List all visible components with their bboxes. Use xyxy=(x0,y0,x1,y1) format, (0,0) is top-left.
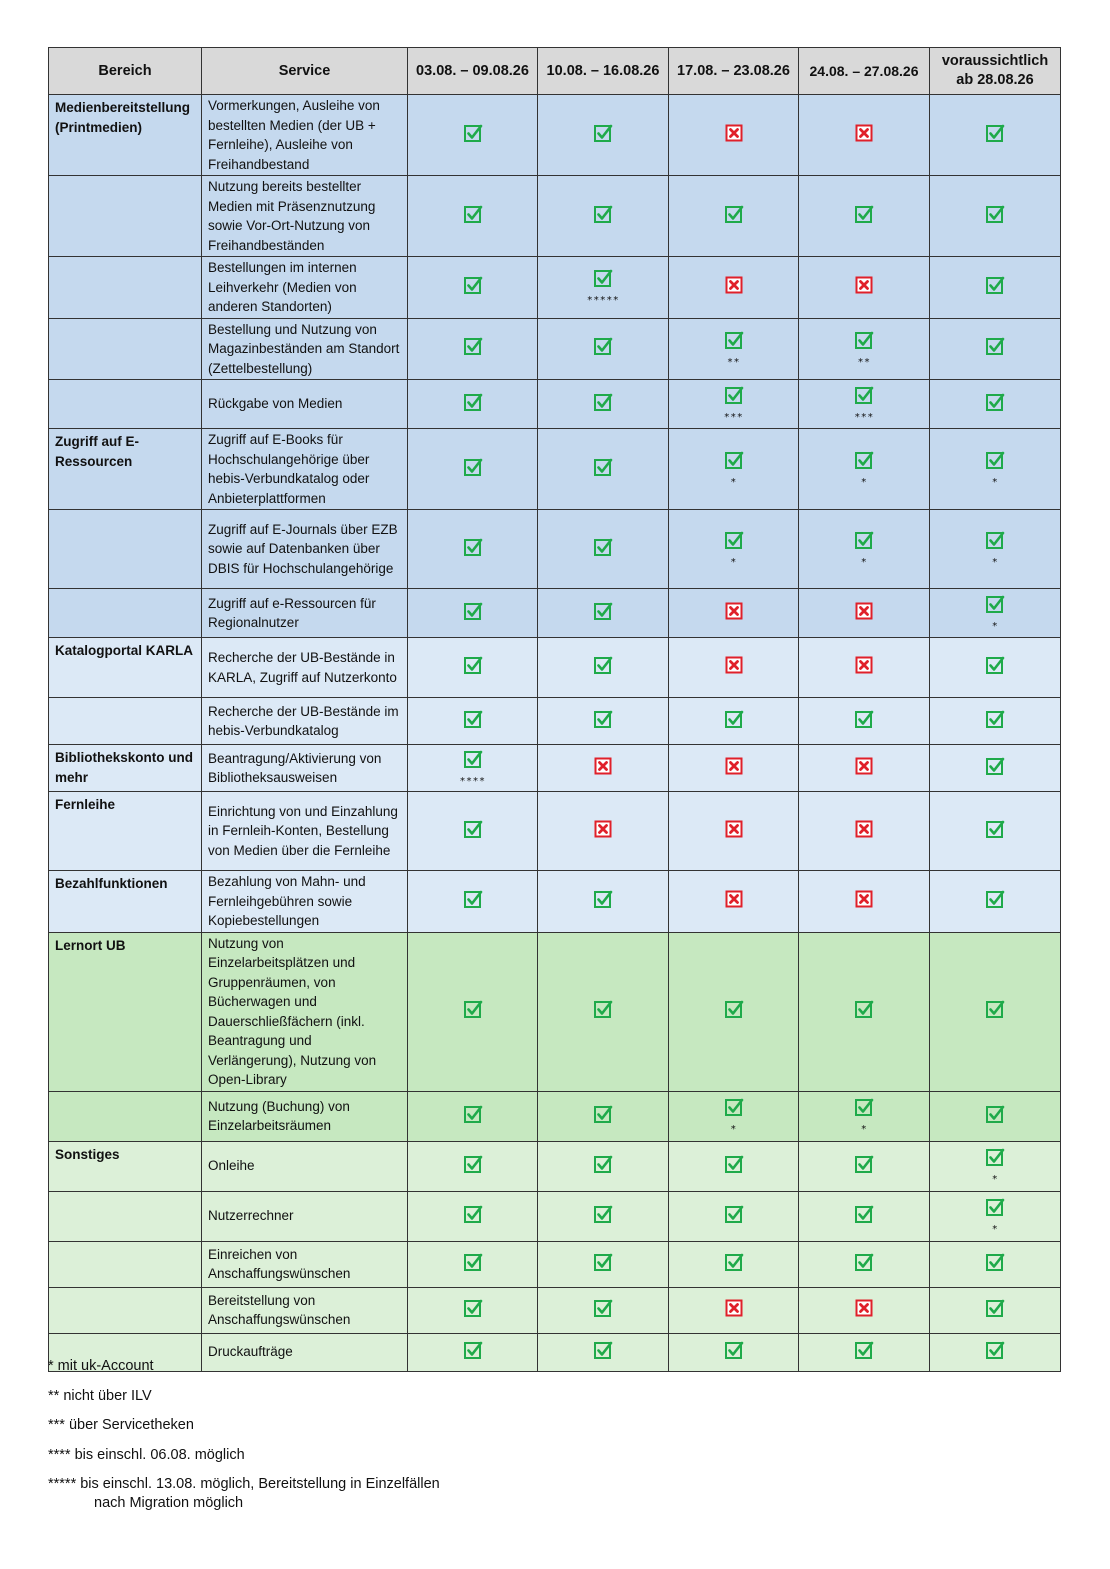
status-cell xyxy=(799,932,930,1091)
bereich-cell: Katalogportal KARLA xyxy=(49,638,202,698)
green-checkbox-icon xyxy=(985,594,1005,614)
bereich-cell xyxy=(49,1191,202,1241)
service-cell: Bereitstellung von Anschaffungswünschen xyxy=(202,1287,408,1333)
status-cell xyxy=(930,176,1061,257)
bereich-cell: Fernleihe xyxy=(49,792,202,871)
header-period-5: voraussichtlich ab 28.08.26 xyxy=(930,48,1061,95)
green-checkbox-icon xyxy=(985,819,1005,839)
bereich-cell: Bibliothekskonto und mehr xyxy=(49,745,202,792)
service-cell: Bezahlung von Mahn- und Fernleihgebühren sowie Kopiebestellungen xyxy=(202,871,408,933)
red-x-box-icon xyxy=(854,756,874,776)
green-checkbox-icon xyxy=(593,204,613,224)
green-checkbox-icon xyxy=(854,330,874,350)
status-cell xyxy=(930,318,1061,380)
table-row xyxy=(49,257,1061,319)
status-cell xyxy=(669,871,799,933)
table-row xyxy=(49,792,1061,871)
footnote-marker: * xyxy=(991,621,999,632)
service-status-table xyxy=(48,47,1061,1372)
green-checkbox-icon xyxy=(463,123,483,143)
bereich-cell xyxy=(49,698,202,745)
status-cell xyxy=(799,176,930,257)
green-checkbox-icon xyxy=(593,1104,613,1124)
status-cell xyxy=(408,176,538,257)
green-checkbox-icon xyxy=(854,385,874,405)
status-cell xyxy=(930,257,1061,319)
green-checkbox-icon xyxy=(463,275,483,295)
green-checkbox-icon xyxy=(593,1154,613,1174)
footnote-marker: ** xyxy=(726,356,741,368)
status-cell xyxy=(408,871,538,933)
green-checkbox-icon xyxy=(985,1197,1005,1217)
footnote-marker: * xyxy=(730,557,737,568)
green-checkbox-icon xyxy=(985,204,1005,224)
status-cell xyxy=(930,698,1061,745)
table-row xyxy=(49,176,1061,257)
status-cell xyxy=(799,792,930,871)
footnote-marker: **** xyxy=(459,776,486,787)
table-row xyxy=(49,745,1061,792)
status-cell xyxy=(408,1241,538,1287)
status-cell xyxy=(669,318,799,380)
status-cell xyxy=(930,1333,1061,1371)
green-checkbox-icon xyxy=(985,756,1005,776)
green-checkbox-icon xyxy=(985,1147,1005,1167)
status-cell xyxy=(669,1091,799,1141)
red-x-box-icon xyxy=(854,655,874,675)
red-x-box-icon xyxy=(593,819,613,839)
status-cell xyxy=(799,1333,930,1371)
table-row xyxy=(49,871,1061,933)
table-row xyxy=(49,1241,1061,1287)
status-cell xyxy=(538,380,669,429)
status-cell xyxy=(799,698,930,745)
red-x-box-icon xyxy=(724,819,744,839)
status-cell xyxy=(930,1191,1061,1241)
table-row xyxy=(49,95,1061,176)
green-checkbox-icon xyxy=(593,1252,613,1272)
status-cell xyxy=(669,745,799,792)
status-cell xyxy=(799,380,930,429)
status-cell xyxy=(799,871,930,933)
status-cell xyxy=(930,871,1061,933)
status-cell xyxy=(669,510,799,589)
service-cell: Nutzung von Einzelarbeitsplätzen und Gruppenräumen, von Bücherwagen und Dauerschließfächern (inkl. Beantragung und Verlängerung), Nutzung von Open-Library xyxy=(202,932,408,1091)
footnote-marker: * xyxy=(730,1124,737,1135)
status-cell xyxy=(930,95,1061,176)
bereich-cell xyxy=(49,1241,202,1287)
status-cell xyxy=(930,1241,1061,1287)
status-cell xyxy=(538,318,669,380)
green-checkbox-icon xyxy=(463,392,483,412)
service-cell: Zugriff auf e-Ressourcen für Regionalnutzer xyxy=(202,589,408,638)
green-checkbox-icon xyxy=(593,655,613,675)
status-cell xyxy=(799,1091,930,1141)
footnote-text: * mit uk-Account xyxy=(48,1358,154,1374)
green-checkbox-icon xyxy=(985,655,1005,675)
status-cell xyxy=(538,429,669,510)
status-cell xyxy=(408,510,538,589)
footnote-marker: * xyxy=(991,477,999,488)
green-checkbox-icon xyxy=(724,1252,744,1272)
footnote-text: *** über Servicetheken xyxy=(48,1417,194,1433)
bereich-cell xyxy=(49,380,202,429)
footnote-marker: ** xyxy=(857,356,871,368)
status-cell xyxy=(408,95,538,176)
status-cell xyxy=(408,1191,538,1241)
status-cell xyxy=(669,792,799,871)
table-header-row xyxy=(49,48,1061,95)
status-cell xyxy=(799,510,930,589)
red-x-box-icon xyxy=(724,655,744,675)
status-cell xyxy=(538,698,669,745)
status-cell xyxy=(799,589,930,638)
green-checkbox-icon xyxy=(463,709,483,729)
status-cell xyxy=(799,95,930,176)
status-cell xyxy=(669,638,799,698)
green-checkbox-icon xyxy=(593,457,613,477)
footnote xyxy=(48,1475,748,1513)
green-checkbox-icon xyxy=(593,601,613,621)
green-checkbox-icon xyxy=(724,330,744,350)
status-cell xyxy=(408,792,538,871)
green-checkbox-icon xyxy=(593,268,613,288)
table-row xyxy=(49,318,1061,380)
green-checkbox-icon xyxy=(463,457,483,477)
status-cell xyxy=(799,318,930,380)
green-checkbox-icon xyxy=(985,123,1005,143)
status-cell xyxy=(669,95,799,176)
status-cell xyxy=(408,1141,538,1191)
status-cell xyxy=(930,510,1061,589)
green-checkbox-icon xyxy=(593,999,613,1019)
green-checkbox-icon xyxy=(985,999,1005,1019)
status-cell xyxy=(538,589,669,638)
service-cell: Bestellungen im internen Leihverkehr (Medien von anderen Standorten) xyxy=(202,257,408,319)
green-checkbox-icon xyxy=(985,1252,1005,1272)
footnote xyxy=(48,1387,748,1406)
green-checkbox-icon xyxy=(854,1252,874,1272)
footnote-marker: ***** xyxy=(586,295,620,307)
green-checkbox-icon xyxy=(463,889,483,909)
footnote-marker: * xyxy=(860,1124,868,1135)
red-x-box-icon xyxy=(593,756,613,776)
red-x-box-icon xyxy=(854,1298,874,1318)
red-x-box-icon xyxy=(854,601,874,621)
bereich-cell xyxy=(49,1287,202,1333)
footnote-marker: * xyxy=(860,477,868,488)
green-checkbox-icon xyxy=(593,1298,613,1318)
status-cell xyxy=(669,1287,799,1333)
status-cell xyxy=(669,429,799,510)
green-checkbox-icon xyxy=(724,1204,744,1224)
green-checkbox-icon xyxy=(854,204,874,224)
status-cell xyxy=(408,638,538,698)
green-checkbox-icon xyxy=(593,392,613,412)
footnote-marker: *** xyxy=(723,412,744,423)
footnote xyxy=(48,1416,748,1435)
footnote-marker: * xyxy=(730,477,737,488)
green-checkbox-icon xyxy=(854,1204,874,1224)
footnote-text: ***** bis einschl. 13.08. möglich, Bereitstellung in Einzelfällen xyxy=(48,1476,440,1492)
green-checkbox-icon xyxy=(463,1104,483,1124)
footnote-marker: * xyxy=(991,557,999,568)
footnote xyxy=(48,1446,748,1465)
status-cell xyxy=(930,380,1061,429)
bereich-cell xyxy=(49,589,202,638)
status-cell xyxy=(930,1287,1061,1333)
service-cell: Recherche der UB-Bestände im hebis-Verbundkatalog xyxy=(202,698,408,745)
bereich-cell xyxy=(49,176,202,257)
service-cell: Bestellung und Nutzung von Magazinbeständen am Standort (Zettelbestellung) xyxy=(202,318,408,380)
status-cell xyxy=(799,745,930,792)
green-checkbox-icon xyxy=(724,204,744,224)
green-checkbox-icon xyxy=(985,275,1005,295)
green-checkbox-icon xyxy=(854,1097,874,1117)
status-cell xyxy=(538,1191,669,1241)
table-row xyxy=(49,638,1061,698)
status-cell xyxy=(538,176,669,257)
green-checkbox-icon xyxy=(593,1204,613,1224)
green-checkbox-icon xyxy=(593,709,613,729)
red-x-box-icon xyxy=(854,889,874,909)
status-cell xyxy=(930,589,1061,638)
bereich-cell: Bezahlfunktionen xyxy=(49,871,202,933)
green-checkbox-icon xyxy=(463,655,483,675)
status-cell xyxy=(408,380,538,429)
status-cell xyxy=(799,1241,930,1287)
status-cell xyxy=(408,1287,538,1333)
service-cell: Nutzung (Buchung) von Einzelarbeitsräumen xyxy=(202,1091,408,1141)
status-cell xyxy=(669,257,799,319)
green-checkbox-icon xyxy=(985,1298,1005,1318)
table-row xyxy=(49,698,1061,745)
status-cell xyxy=(799,1191,930,1241)
green-checkbox-icon xyxy=(724,385,744,405)
green-checkbox-icon xyxy=(724,999,744,1019)
green-checkbox-icon xyxy=(463,749,483,769)
table-row xyxy=(49,932,1061,1091)
status-cell xyxy=(408,589,538,638)
service-cell: Einreichen von Anschaffungswünschen xyxy=(202,1241,408,1287)
status-cell xyxy=(408,429,538,510)
footnote-continuation: nach Migration möglich xyxy=(94,1495,244,1511)
status-cell xyxy=(799,1287,930,1333)
status-cell xyxy=(669,1191,799,1241)
red-x-box-icon xyxy=(724,756,744,776)
status-cell xyxy=(930,429,1061,510)
status-cell xyxy=(538,871,669,933)
red-x-box-icon xyxy=(854,123,874,143)
table-row xyxy=(49,380,1061,429)
bereich-cell xyxy=(49,257,202,319)
table-row xyxy=(49,1191,1061,1241)
status-cell xyxy=(538,1287,669,1333)
status-cell xyxy=(538,1141,669,1191)
status-cell xyxy=(538,257,669,319)
green-checkbox-icon xyxy=(593,123,613,143)
green-checkbox-icon xyxy=(593,889,613,909)
bereich-cell xyxy=(49,510,202,589)
green-checkbox-icon xyxy=(854,709,874,729)
green-checkbox-icon xyxy=(854,450,874,470)
service-cell: Zugriff auf E-Journals über EZB sowie auf Datenbanken über DBIS für Hochschulangehörige xyxy=(202,510,408,589)
service-cell: Nutzung bereits bestellter Medien mit Präsenznutzung sowie Vor-Ort-Nutzung von Freihandbeständen xyxy=(202,176,408,257)
status-cell xyxy=(408,932,538,1091)
status-cell xyxy=(538,745,669,792)
service-cell: Druckaufträge xyxy=(202,1333,408,1371)
table-row xyxy=(49,429,1061,510)
green-checkbox-icon xyxy=(463,601,483,621)
table-row xyxy=(49,1141,1061,1191)
bereich-cell xyxy=(49,318,202,380)
status-cell xyxy=(930,1091,1061,1141)
status-cell xyxy=(669,932,799,1091)
bereich-cell xyxy=(49,1091,202,1141)
service-cell: Beantragung/Aktivierung von Bibliotheksausweisen xyxy=(202,745,408,792)
green-checkbox-icon xyxy=(463,999,483,1019)
green-checkbox-icon xyxy=(463,537,483,557)
status-cell xyxy=(538,638,669,698)
green-checkbox-icon xyxy=(985,1104,1005,1124)
green-checkbox-icon xyxy=(985,450,1005,470)
service-cell: Vormerkungen, Ausleihe von bestellten Medien (der UB + Fernleihe), Ausleihe von Freihandbestand xyxy=(202,95,408,176)
header-bereich: Bereich xyxy=(49,48,202,95)
footnote-marker: * xyxy=(991,1174,999,1185)
status-cell xyxy=(408,318,538,380)
status-cell xyxy=(799,638,930,698)
green-checkbox-icon xyxy=(854,999,874,1019)
green-checkbox-icon xyxy=(985,889,1005,909)
status-cell xyxy=(930,1141,1061,1191)
red-x-box-icon xyxy=(724,1298,744,1318)
footnote-marker: *** xyxy=(854,412,874,423)
service-cell: Onleihe xyxy=(202,1141,408,1191)
red-x-box-icon xyxy=(724,601,744,621)
status-cell xyxy=(538,510,669,589)
status-cell xyxy=(538,1241,669,1287)
status-cell xyxy=(930,932,1061,1091)
green-checkbox-icon xyxy=(985,530,1005,550)
green-checkbox-icon xyxy=(463,1204,483,1224)
table-row xyxy=(49,1091,1061,1141)
green-checkbox-icon xyxy=(724,1154,744,1174)
status-cell xyxy=(408,257,538,319)
green-checkbox-icon xyxy=(724,530,744,550)
status-cell xyxy=(669,589,799,638)
green-checkbox-icon xyxy=(463,819,483,839)
red-x-box-icon xyxy=(854,819,874,839)
green-checkbox-icon xyxy=(985,1340,1005,1360)
table-row xyxy=(49,510,1061,589)
green-checkbox-icon xyxy=(463,1154,483,1174)
green-checkbox-icon xyxy=(724,709,744,729)
status-cell xyxy=(669,698,799,745)
header-period-1: 03.08. – 09.08.26 xyxy=(408,48,538,95)
footnote xyxy=(48,1357,748,1376)
status-cell xyxy=(538,95,669,176)
status-cell xyxy=(669,176,799,257)
status-cell xyxy=(669,1141,799,1191)
status-cell xyxy=(669,1241,799,1287)
red-x-box-icon xyxy=(724,889,744,909)
green-checkbox-icon xyxy=(985,709,1005,729)
red-x-box-icon xyxy=(724,275,744,295)
bereich-cell: Lernort UB xyxy=(49,932,202,1091)
bereich-cell: Zugriff auf E-Ressourcen xyxy=(49,429,202,510)
bereich-cell: Sonstiges xyxy=(49,1141,202,1191)
green-checkbox-icon xyxy=(593,537,613,557)
green-checkbox-icon xyxy=(593,336,613,356)
footnote-text: **** bis einschl. 06.08. möglich xyxy=(48,1446,245,1463)
status-cell xyxy=(408,698,538,745)
green-checkbox-icon xyxy=(985,336,1005,356)
green-checkbox-icon xyxy=(854,530,874,550)
footnote-text: ** nicht über ILV xyxy=(48,1387,152,1404)
status-cell xyxy=(799,1141,930,1191)
status-cell xyxy=(930,792,1061,871)
status-cell xyxy=(538,932,669,1091)
header-period-3: 17.08. – 23.08.26 xyxy=(669,48,799,95)
status-cell xyxy=(538,1091,669,1141)
header-service: Service xyxy=(202,48,408,95)
status-cell xyxy=(408,1091,538,1141)
green-checkbox-icon xyxy=(854,1340,874,1360)
green-checkbox-icon xyxy=(463,204,483,224)
footnote-marker: * xyxy=(991,1224,999,1235)
green-checkbox-icon xyxy=(463,336,483,356)
table-row xyxy=(49,1287,1061,1333)
green-checkbox-icon xyxy=(724,450,744,470)
service-cell: Rückgabe von Medien xyxy=(202,380,408,429)
service-cell: Einrichtung von und Einzahlung in Fernleih-Konten, Bestellung von Medien über die Fernleihe xyxy=(202,792,408,871)
footnotes xyxy=(48,1357,748,1524)
status-cell xyxy=(669,380,799,429)
footnote-marker: * xyxy=(860,557,868,568)
green-checkbox-icon xyxy=(724,1097,744,1117)
header-period-2: 10.08. – 16.08.26 xyxy=(538,48,669,95)
green-checkbox-icon xyxy=(854,1154,874,1174)
table-row xyxy=(49,589,1061,638)
header-period-4: 24.08. – 27.08.26 xyxy=(799,48,930,95)
green-checkbox-icon xyxy=(985,392,1005,412)
green-checkbox-icon xyxy=(463,1252,483,1272)
status-cell xyxy=(408,745,538,792)
service-cell: Recherche der UB-Bestände in KARLA, Zugriff auf Nutzerkonto xyxy=(202,638,408,698)
service-cell: Zugriff auf E-Books für Hochschulangehörige über hebis-Verbundkatalog oder Anbieterplattformen xyxy=(202,429,408,510)
red-x-box-icon xyxy=(724,123,744,143)
red-x-box-icon xyxy=(854,275,874,295)
service-cell: Nutzerrechner xyxy=(202,1191,408,1241)
status-cell xyxy=(930,638,1061,698)
status-cell xyxy=(799,257,930,319)
green-checkbox-icon xyxy=(463,1298,483,1318)
status-cell xyxy=(799,429,930,510)
status-cell xyxy=(538,792,669,871)
bereich-cell: Medienbereitstellung (Printmedien) xyxy=(49,95,202,176)
status-cell xyxy=(930,745,1061,792)
